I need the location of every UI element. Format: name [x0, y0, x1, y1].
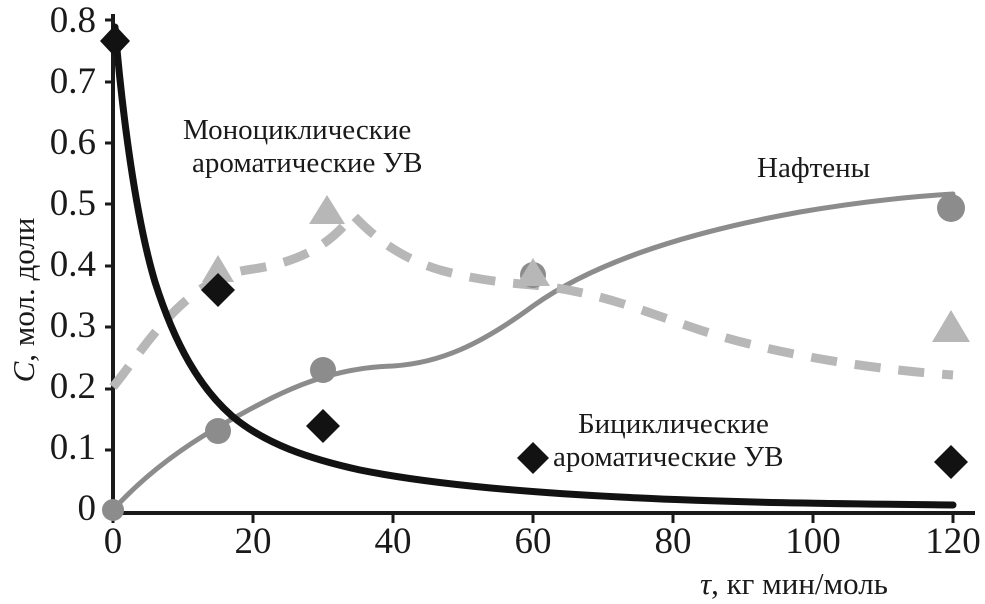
monocyclic-aromatics-marker	[932, 310, 970, 342]
y-axis-title-rest: , мол. доли	[6, 217, 41, 362]
y-tick-label: 0.7	[49, 61, 96, 102]
x-axis-title	[700, 566, 888, 601]
y-tick-label: 0.1	[49, 427, 96, 468]
naphthenes-marker	[205, 418, 231, 444]
bicyclic-aromatics-marker	[306, 409, 340, 443]
x-tick-label: 0	[103, 521, 123, 562]
y-tick-label: 0.4	[49, 244, 96, 285]
monocyclic-aromatics-curve	[113, 215, 953, 387]
bicyclic-label-line2: ароматические УВ	[553, 441, 784, 473]
monocyclic-aromatics-marker	[309, 195, 345, 224]
bicyclic-aromatics-marker	[934, 445, 968, 479]
y-tick-label: 0.2	[49, 366, 96, 407]
y-tick-label: 0.3	[49, 305, 96, 346]
bicyclic-label-line1: Бициклические	[578, 408, 769, 440]
y-tick-label: 0.8	[49, 0, 96, 41]
x-tick-label: 40	[374, 521, 412, 562]
x-tick-label: 80	[654, 521, 692, 562]
naphthenes-marker	[310, 357, 336, 383]
x-axis-title-symbol: τ	[700, 566, 712, 601]
monocyclic-label-line1: Моноциклические	[183, 114, 412, 146]
x-tick-label: 60	[514, 521, 552, 562]
x-axis-title-rest: , кг мин/моль	[711, 566, 888, 601]
y-axis-title	[6, 218, 41, 383]
bicyclic-aromatics-marker	[100, 25, 130, 57]
y-tick-label: 0	[77, 488, 96, 529]
x-tick-label: 20	[234, 521, 272, 562]
bicyclic-aromatics-marker	[517, 442, 549, 474]
x-tick-label: 100	[785, 521, 841, 562]
naphthenes-marker	[937, 194, 965, 222]
monocyclic-label-line2: ароматические УВ	[192, 147, 423, 179]
y-tick-label: 0.5	[49, 183, 96, 224]
naphthenes-marker	[102, 499, 124, 521]
y-tick-label: 0.6	[49, 122, 96, 163]
y-axis-title-symbol: C	[6, 361, 41, 383]
x-tick-label: 120	[925, 521, 981, 562]
naphthenes-label: Нафтены	[757, 152, 871, 184]
